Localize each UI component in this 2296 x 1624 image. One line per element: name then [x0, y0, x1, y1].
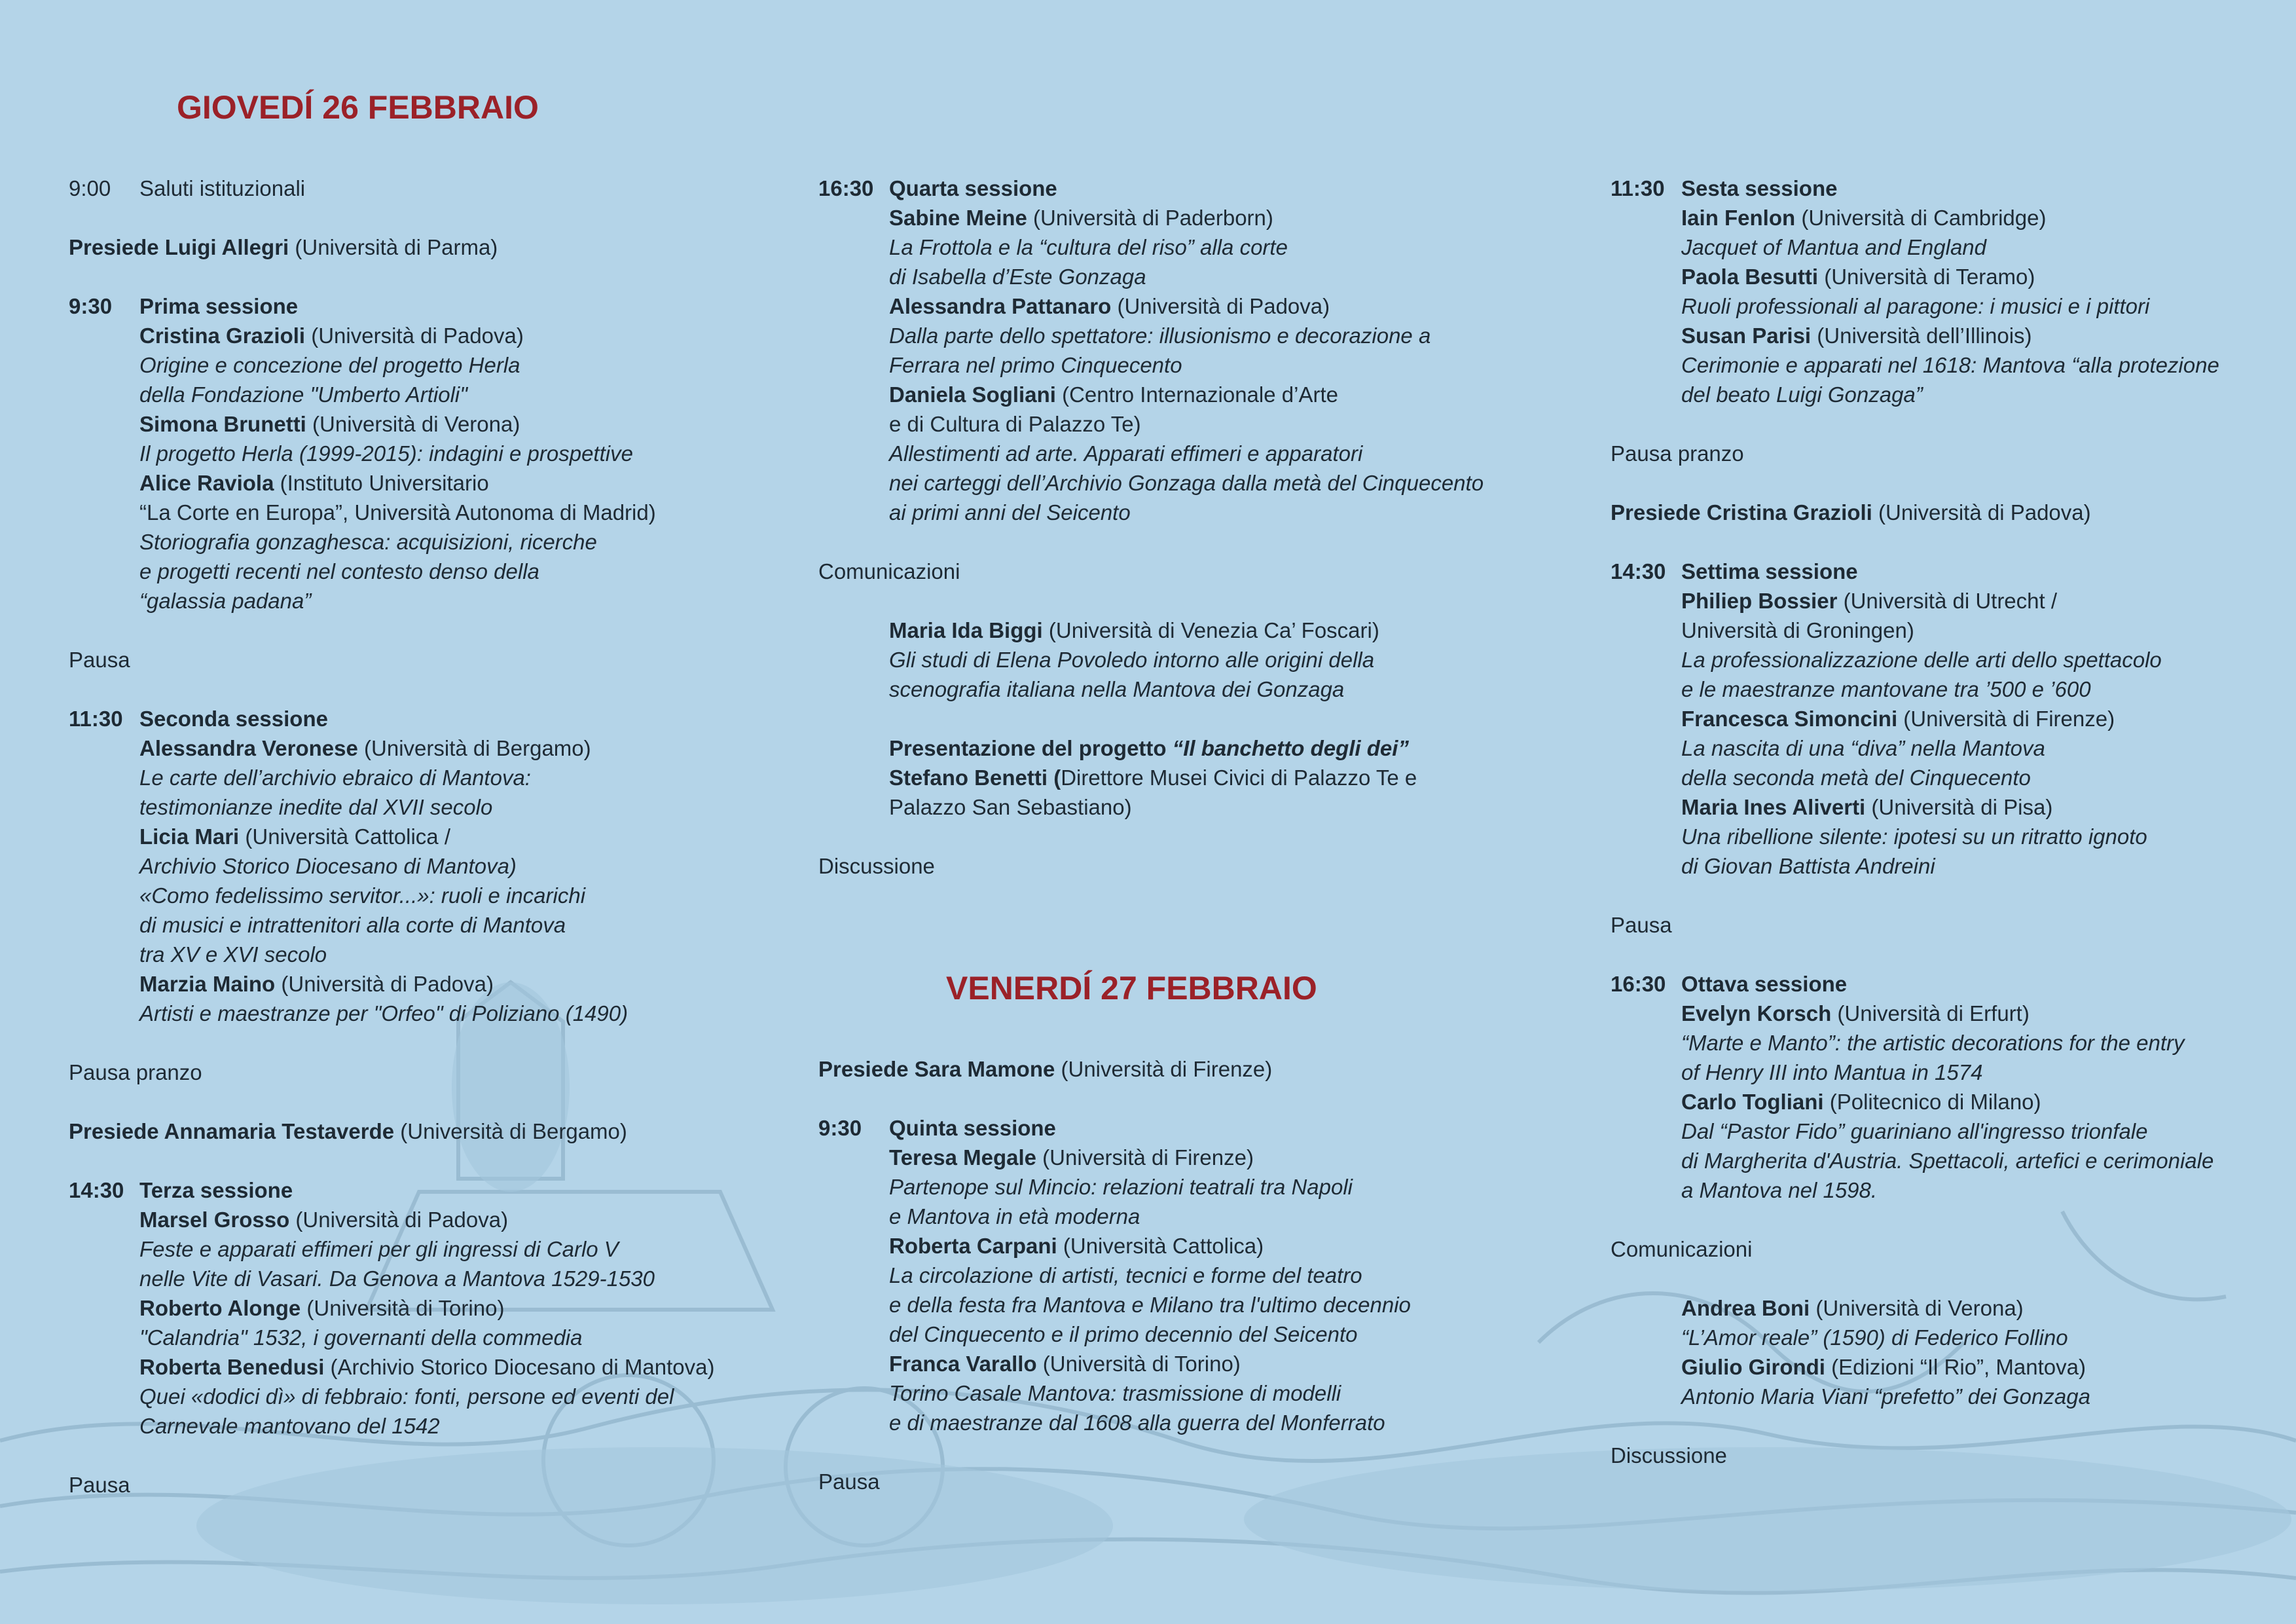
line-content: Torino Casale Mantova: trasmissione di modelli — [889, 1381, 1341, 1405]
affiliation: (Università di Utrecht / — [1837, 589, 2058, 613]
affiliation: (Università di Padova) — [1872, 500, 2091, 525]
line-text — [139, 881, 585, 910]
line-text — [818, 557, 960, 586]
line-text — [1681, 1087, 2041, 1116]
line-text — [139, 940, 327, 969]
line-text — [139, 409, 520, 439]
line-text — [1681, 792, 2052, 822]
line-content: Il progetto Herla (1999-2015): indagini e prospettive — [139, 441, 633, 466]
affiliation: (Università di Torino) — [301, 1296, 505, 1320]
line-text — [69, 232, 498, 262]
line-text — [1611, 1441, 1727, 1470]
line-text — [139, 910, 566, 940]
line-text — [889, 468, 1484, 498]
affiliation: (Instituto Universitario — [274, 471, 489, 495]
line-content: e di maestranze dal 1608 alla guerra del Monferrato — [889, 1411, 1385, 1435]
line-content: Ruoli professionali al paragone: i musici e i pittori — [1681, 294, 2150, 318]
line-text — [139, 969, 494, 999]
speaker-name: Alessandra Veronese — [139, 736, 358, 760]
affiliation: (Università di Firenze) — [1897, 707, 2115, 731]
line-content: Pausa pranzo — [1611, 441, 1744, 466]
line-text — [1681, 733, 2045, 763]
line-text — [889, 1143, 1254, 1172]
line-text — [139, 468, 489, 498]
line-content: e Mantova in età moderna — [889, 1204, 1140, 1228]
session-time: 11:30 — [69, 707, 123, 731]
line-content: Pausa — [818, 1469, 880, 1494]
line-text — [139, 1411, 440, 1441]
line-content: della seconda metà del Cinquecento — [1681, 766, 2031, 790]
speaker-name: Paola Besutti — [1681, 265, 1819, 289]
session-time: 11:30 — [1611, 176, 1665, 200]
speaker-name: Maria Ida Biggi — [889, 618, 1043, 642]
line-content: Jacquet of Mantua and England — [1681, 235, 1987, 259]
line-text — [139, 792, 492, 822]
line-text — [139, 1205, 508, 1234]
line-text — [1681, 851, 1935, 881]
line-text — [889, 1290, 1411, 1320]
speaker-name: Alice Raviola — [139, 471, 274, 495]
affiliation: (Edizioni “Il Rio”, Mantova) — [1825, 1355, 2086, 1379]
line-text — [139, 763, 531, 792]
affiliation: (Università di Paderborn) — [1027, 206, 1273, 230]
line-content: di Giovan Battista Andreini — [1681, 854, 1935, 878]
line-text — [1611, 498, 2091, 527]
line-content: Pausa — [1611, 913, 1672, 937]
line-text — [889, 380, 1338, 409]
line-text — [889, 203, 1273, 232]
speaker-name: Franca Varallo — [889, 1352, 1037, 1376]
line-text — [889, 792, 1132, 822]
line-text — [1681, 645, 2162, 674]
line-text — [69, 645, 130, 674]
affiliation: (Università di Parma) — [289, 235, 498, 259]
affiliation: (Università di Padova) — [275, 972, 494, 996]
affiliation: (Università di Pisa) — [1865, 795, 2053, 819]
line-text — [1681, 1293, 2024, 1323]
line-content: La circolazione di artisti, tecnici e forme del teatro — [889, 1263, 1362, 1287]
line-text — [889, 1320, 1357, 1349]
line-text — [818, 851, 935, 881]
affiliation: (Università di Padova) — [305, 323, 524, 348]
line-text — [1681, 557, 1858, 586]
line-text — [1681, 674, 2091, 704]
line-text — [889, 1378, 1341, 1408]
line-text — [139, 1175, 293, 1205]
line-text — [139, 321, 524, 350]
speaker-name: Iain Fenlon — [1681, 206, 1796, 230]
line-text — [69, 1470, 130, 1500]
affiliation: (Università di Bergamo) — [394, 1119, 627, 1143]
line-text — [139, 1352, 714, 1382]
line-text — [889, 645, 1374, 674]
line-text — [889, 409, 1141, 439]
line-text — [889, 1261, 1362, 1290]
line-text — [889, 174, 1057, 203]
speaker-name: Marsel Grosso — [139, 1208, 290, 1232]
speaker-name: Presiede Annamaria Testaverde — [69, 1119, 395, 1143]
line-content: Feste e apparati effimeri per gli ingressi di Carlo V — [139, 1237, 619, 1261]
line-text — [139, 704, 328, 733]
line-text — [1681, 1175, 1877, 1205]
affiliation: (Università di Venezia Ca’ Foscari) — [1042, 618, 1379, 642]
affiliation: (Università di Firenze) — [1036, 1145, 1254, 1170]
line-content: Quinta sessione — [889, 1116, 1056, 1140]
line-text — [139, 586, 311, 616]
line-text — [1681, 1352, 2086, 1382]
line-text — [1611, 910, 1672, 940]
affiliation: (Università di Padova) — [1111, 294, 1330, 318]
speaker-name: Licia Mari — [139, 824, 240, 849]
line-content: of Henry III into Mantua in 1574 — [1681, 1060, 1983, 1084]
speaker-name: Sabine Meine — [889, 206, 1027, 230]
session-time: 16:30 — [818, 176, 874, 200]
line-text — [139, 851, 517, 881]
affiliation: (Università di Bergamo) — [357, 736, 591, 760]
line-content: e della festa fra Mantova e Milano tra l'ultimo decennio — [889, 1293, 1411, 1317]
line-content: di Isabella d’Este Gonzaga — [889, 265, 1146, 289]
line-content: del Cinquecento e il primo decennio del Seicento — [889, 1322, 1358, 1346]
affiliation: (Università di Firenze) — [1055, 1057, 1273, 1081]
affiliation: “Il banchetto degli dei” — [1172, 736, 1409, 760]
line-content: Antonio Maria Viani “prefetto” dei Gonzaga — [1681, 1384, 2090, 1409]
line-text — [1681, 1058, 1982, 1087]
line-content: Discussione — [1611, 1443, 1727, 1467]
line-text — [1681, 822, 2147, 851]
line-text — [889, 262, 1146, 291]
affiliation: (Centro Internazionale d’Arte — [1055, 382, 1338, 407]
speaker-name: Marzia Maino — [139, 972, 276, 996]
affiliation: (Politecnico di Milano) — [1823, 1090, 2041, 1114]
session-time: 9:30 — [69, 294, 113, 318]
affiliation: (Università di Verona) — [1810, 1296, 2024, 1320]
speaker-name: Maria Ines Aliverti — [1681, 795, 1866, 819]
speaker-name: Carlo Togliani — [1681, 1090, 1824, 1114]
line-content: di Margherita d'Austria. Spettacoli, artefici e cerimoniale — [1681, 1149, 2214, 1173]
speaker-name: Presiede Cristina Grazioli — [1611, 500, 1872, 525]
speaker-name: Stefano Benetti ( — [889, 766, 1061, 790]
line-content: ai primi anni del Seicento — [889, 500, 1131, 525]
line-content: La Frottola e la “cultura del riso” alla corte — [889, 235, 1288, 259]
line-text — [139, 1264, 655, 1293]
speaker-name: Daniela Sogliani — [889, 382, 1056, 407]
line-content: di musici e intrattenitori alla corte di Mantova — [139, 913, 566, 937]
line-content: Pausa — [69, 1473, 130, 1497]
line-content: Quei «dodici dì» di febbraio: fonti, persone ed eventi del — [139, 1384, 674, 1409]
speaker-name: Evelyn Korsch — [1681, 1001, 1832, 1025]
line-content: “galassia padana” — [139, 589, 312, 613]
speaker-name: Presiede Sara Mamone — [818, 1057, 1055, 1081]
affiliation: (Università di Teramo) — [1818, 265, 2035, 289]
line-text — [889, 439, 1362, 468]
line-content: “La Corte en Europa”, Università Autonoma di Madrid) — [139, 500, 656, 525]
line-content: della Fondazione "Umberto Artioli" — [139, 382, 467, 407]
line-content: Una ribellione silente: ipotesi su un ritratto ignoto — [1681, 824, 2147, 849]
line-content: Le carte dell’archivio ebraico di Mantova: — [139, 766, 531, 790]
line-text — [1681, 763, 2031, 792]
line-content: Quarta sessione — [889, 176, 1057, 200]
line-content: Allestimenti ad arte. Apparati effimeri e apparatori — [889, 441, 1363, 466]
line-text — [1681, 291, 2149, 321]
line-content: Comunicazioni — [818, 559, 960, 583]
line-text — [889, 350, 1182, 380]
speaker-name: Presentazione del progetto — [889, 736, 1173, 760]
line-text — [69, 1058, 202, 1087]
line-text — [139, 291, 298, 321]
line-text — [889, 1172, 1353, 1202]
line-content: Seconda sessione — [139, 707, 328, 731]
line-text — [1681, 999, 2030, 1028]
line-text — [1611, 1234, 1752, 1264]
line-text — [1681, 616, 1914, 645]
day-title-thursday: GIOVEDÍ 26 FEBBRAIO — [177, 89, 539, 126]
line-text — [889, 733, 1409, 763]
line-text — [1681, 586, 2057, 616]
speaker-name: Alessandra Pattanaro — [889, 294, 1112, 318]
line-content: Ottava sessione — [1681, 972, 1848, 996]
line-content: Pausa pranzo — [69, 1060, 202, 1084]
session-time: 9:30 — [818, 1116, 862, 1140]
line-text — [889, 1349, 1241, 1378]
speaker-name: Cristina Grazioli — [139, 323, 306, 348]
line-text — [1681, 1146, 2214, 1175]
line-content: La professionalizzazione delle arti dello spettacolo — [1681, 648, 2162, 672]
line-text — [1681, 1028, 2185, 1058]
line-text — [139, 380, 467, 409]
line-content: testimonianze inedite dal XVII secolo — [139, 795, 493, 819]
speaker-name: Presiede Luigi Allegri — [69, 235, 289, 259]
speaker-name: Francesca Simoncini — [1681, 707, 1898, 731]
line-content: Archivio Storico Diocesano di Mantova) — [139, 854, 517, 878]
speaker-name: Roberta Carpani — [889, 1234, 1057, 1258]
line-text — [889, 616, 1379, 645]
line-content: Ferrara nel primo Cinquecento — [889, 353, 1182, 377]
line-content: tra XV e XVI secolo — [139, 942, 327, 967]
line-text — [889, 763, 1417, 792]
line-content: e le maestranze mantovane tra ’500 e ’600 — [1681, 677, 2091, 701]
line-content: Palazzo San Sebastiano) — [889, 795, 1132, 819]
affiliation: (Università Cattolica) — [1057, 1234, 1264, 1258]
line-text — [1681, 350, 2219, 380]
session-time: 14:30 — [1611, 559, 1666, 583]
line-text — [1681, 321, 2032, 350]
line-content: Dalla parte dello spettatore: illusionismo e decorazione a — [889, 323, 1431, 348]
line-text — [1681, 174, 1837, 203]
line-text — [139, 822, 450, 851]
line-content: Dal “Pastor Fido” guariniano all'ingresso trionfale — [1681, 1119, 2148, 1143]
line-content: Partenope sul Mincio: relazioni teatrali tra Napoli — [889, 1175, 1353, 1199]
line-text — [889, 321, 1430, 350]
line-content: “Marte e Manto”: the artistic decorations for the entry — [1681, 1031, 2185, 1055]
line-content: Carnevale mantovano del 1542 — [139, 1414, 440, 1438]
line-text — [1681, 1382, 2090, 1411]
affiliation: (Università di Cambridge) — [1795, 206, 2047, 230]
line-text — [139, 1323, 582, 1352]
line-text — [139, 498, 656, 527]
line-text — [139, 439, 633, 468]
line-text — [889, 1113, 1056, 1143]
line-content: e progetti recenti nel contesto denso della — [139, 559, 539, 583]
line-content: Saluti istituzionali — [139, 176, 306, 200]
line-content: Artisti e maestranze per "Orfeo" di Poliziano (1490) — [139, 1001, 629, 1025]
line-text — [1681, 203, 2046, 232]
line-content: nei carteggi dell’Archivio Gonzaga dalla metà del Cinquecento — [889, 471, 1484, 495]
line-text — [889, 232, 1288, 262]
line-content: Cerimonie e apparati nel 1618: Mantova “alla protezione — [1681, 353, 2219, 377]
line-content: Sesta sessione — [1681, 176, 1838, 200]
affiliation: (Università di Padova) — [289, 1208, 509, 1232]
line-content: Settima sessione — [1681, 559, 1858, 583]
line-text — [139, 999, 628, 1028]
line-text — [139, 733, 591, 763]
line-text — [139, 1234, 619, 1264]
affiliation: (Università di Erfurt) — [1831, 1001, 2030, 1025]
line-text — [139, 1382, 674, 1411]
line-content: Prima sessione — [139, 294, 299, 318]
line-content: Origine e concezione del progetto Herla — [139, 353, 520, 377]
affiliation: (Università Cattolica / — [239, 824, 450, 849]
line-text — [889, 1408, 1385, 1437]
affiliation: (Archivio Storico Diocesano di Mantova) — [324, 1355, 715, 1379]
line-content: nelle Vite di Vasari. Da Genova a Mantova 1529-1530 — [139, 1266, 655, 1291]
speaker-name: Simona Brunetti — [139, 412, 306, 436]
affiliation: (Università dell’Illinois) — [1811, 323, 2032, 348]
line-text — [69, 1116, 627, 1146]
line-text — [1681, 969, 1847, 999]
line-text — [818, 1054, 1272, 1084]
line-text — [139, 350, 520, 380]
day-title-friday: VENERDÍ 27 FEBBRAIO — [946, 970, 1317, 1006]
line-content: Comunicazioni — [1611, 1237, 1753, 1261]
line-content: Università di Groningen) — [1681, 618, 1914, 642]
speaker-name: Susan Parisi — [1681, 323, 1812, 348]
line-text — [889, 291, 1330, 321]
line-content: “L’Amor reale” (1590) di Federico Follino — [1681, 1325, 2068, 1350]
line-content: scenografia italiana nella Mantova dei Gonzaga — [889, 677, 1345, 701]
line-content: Gli studi di Elena Povoledo intorno alle origini della — [889, 648, 1375, 672]
line-text — [889, 498, 1131, 527]
affiliation: (Università di Torino) — [1036, 1352, 1241, 1376]
line-text — [1681, 380, 1923, 409]
line-content: a Mantova nel 1598. — [1681, 1178, 1878, 1202]
line-content: Pausa — [69, 648, 130, 672]
line-text — [139, 557, 539, 586]
speaker-name: Roberto Alonge — [139, 1296, 301, 1320]
speaker-name: Giulio Girondi — [1681, 1355, 1825, 1379]
line-content: del beato Luigi Gonzaga” — [1681, 382, 1923, 407]
line-content: Storiografia gonzaghesca: acquisizioni, ricerche — [139, 530, 597, 554]
speaker-name: Roberta Benedusi — [139, 1355, 325, 1379]
line-text — [1681, 1116, 2147, 1146]
line-text — [1681, 1323, 2068, 1352]
line-content: «Como fedelissimo servitor...»: ruoli e incarichi — [139, 883, 586, 908]
line-content: Terza sessione — [139, 1178, 293, 1202]
session-time: 16:30 — [1611, 972, 1666, 996]
speaker-name: Philiep Bossier — [1681, 589, 1838, 613]
line-content: e di Cultura di Palazzo Te) — [889, 412, 1141, 436]
speaker-name: Andrea Boni — [1681, 1296, 1810, 1320]
line-content: "Calandria" 1532, i governanti della commedia — [139, 1325, 583, 1350]
line-text — [139, 527, 597, 557]
line-text — [1681, 262, 2035, 291]
line-text — [1681, 232, 1986, 262]
line-text — [818, 1467, 880, 1496]
line-content: La nascita di una “diva” nella Mantova — [1681, 736, 2045, 760]
line-text — [889, 1202, 1140, 1231]
line-text — [139, 1293, 504, 1323]
line-text — [889, 674, 1344, 704]
line-content: Discussione — [818, 854, 935, 878]
line-text — [889, 1231, 1264, 1261]
session-time: 9:00 — [69, 176, 111, 200]
line-text — [139, 174, 305, 203]
affiliation: Direttore Musei Civici di Palazzo Te e — [1061, 766, 1417, 790]
line-text — [1611, 439, 1744, 468]
affiliation: (Università di Verona) — [306, 412, 520, 436]
session-time: 14:30 — [69, 1178, 124, 1202]
line-text — [1681, 704, 2115, 733]
speaker-name: Teresa Megale — [889, 1145, 1037, 1170]
